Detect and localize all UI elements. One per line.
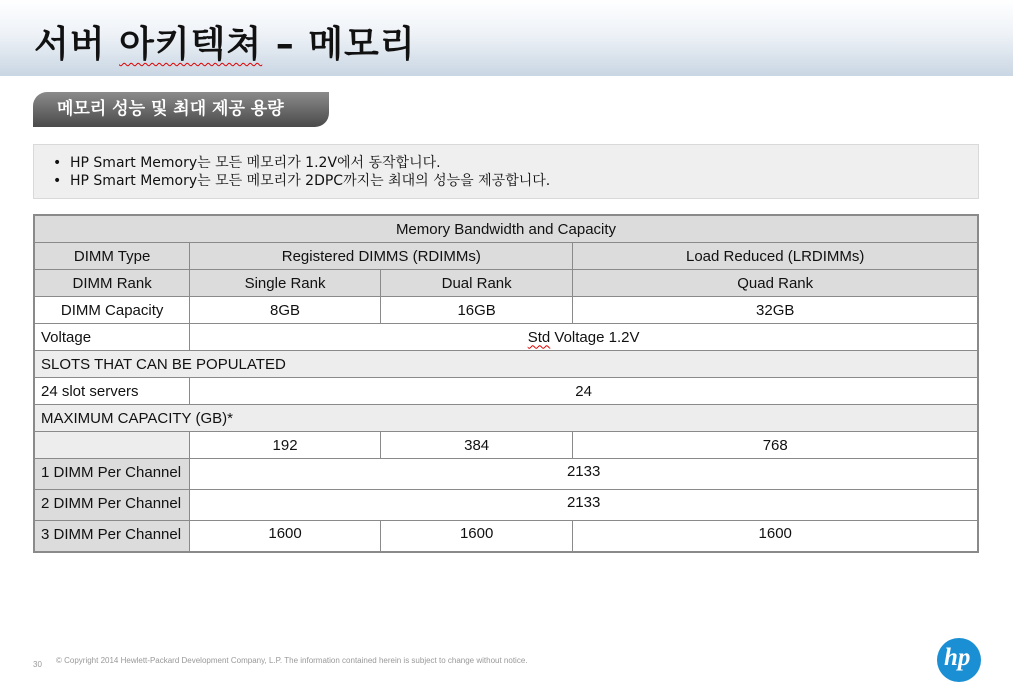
table-cell: 16GB [380, 297, 573, 324]
hp-logo [937, 638, 981, 682]
dual-rank-header: Dual Rank [380, 270, 573, 297]
dpc3-label: 3 DIMM Per Channel [34, 521, 190, 553]
table-caption: Memory Bandwidth and Capacity [34, 215, 978, 243]
table-cell: 24 [190, 378, 978, 405]
title-part2: 아키텍쳐 [119, 24, 263, 65]
dimm-type-label: DIMM Type [34, 243, 190, 270]
max-capacity-label: MAXIMUM CAPACITY (GB)* [34, 405, 978, 432]
bullet-item: • HP Smart Memory는 모든 메모리가 2DPC까지는 최대의 성능을 제공합니다. [70, 172, 978, 190]
table-row [34, 459, 978, 490]
dpc2-label: 2 DIMM Per Channel [34, 490, 190, 521]
table-cell: 8GB [190, 297, 381, 324]
section-tab: 메모리 성능 및 최대 제공 용량 [33, 92, 329, 127]
single-rank-header: Single Rank [190, 270, 381, 297]
page-number: 30 [33, 660, 42, 669]
hp-logo-text: hp [944, 644, 971, 671]
dimm-rank-label: DIMM Rank [34, 270, 190, 297]
table-cell: 1600 [190, 521, 381, 553]
table-cell: 1600 [573, 521, 978, 553]
voltage-std: Std [527, 328, 551, 346]
lrdimm-header: Load Reduced (LRDIMMs) [573, 243, 978, 270]
copyright-footer: © Copyright 2014 Hewlett-Packard Development Company, L.P. The information contained herein is subject to change without notice. [56, 656, 528, 665]
page-title [34, 16, 416, 67]
bullet-item: • HP Smart Memory는 모든 메모리가 1.2V에서 동작합니다. [70, 154, 978, 172]
voltage-text: Voltage 1.2V [550, 328, 640, 346]
table-row [34, 351, 978, 378]
table-row [34, 270, 978, 297]
table-cell: 2133 [190, 459, 978, 490]
table-cell: 192 [190, 432, 381, 459]
table-cell [34, 432, 190, 459]
table-row [34, 405, 978, 432]
bullet-box [33, 144, 979, 199]
dpc1-label: 1 DIMM Per Channel [34, 459, 190, 490]
quad-rank-header: Quad Rank [573, 270, 978, 297]
title-part3: – 메모리 [262, 24, 416, 65]
slots-label: SLOTS THAT CAN BE POPULATED [34, 351, 978, 378]
table-cell: 32GB [573, 297, 978, 324]
slot-servers-label: 24 slot servers [34, 378, 190, 405]
capacity-label: DIMM Capacity [34, 297, 190, 324]
table-row [34, 297, 978, 324]
table-row [34, 324, 978, 351]
table-row [34, 432, 978, 459]
table-row [34, 215, 978, 243]
table-row [34, 521, 978, 553]
table-cell: 768 [573, 432, 978, 459]
rdimm-header: Registered DIMMS (RDIMMs) [190, 243, 573, 270]
table-cell: 384 [380, 432, 573, 459]
voltage-label: Voltage [34, 324, 190, 351]
voltage-value [190, 324, 978, 351]
table-cell: 2133 [190, 490, 978, 521]
table-row [34, 490, 978, 521]
table-row [34, 243, 978, 270]
memory-spec-table [33, 214, 979, 553]
title-part1: 서버 [34, 24, 120, 65]
table-cell: 1600 [380, 521, 573, 553]
table-row [34, 378, 978, 405]
